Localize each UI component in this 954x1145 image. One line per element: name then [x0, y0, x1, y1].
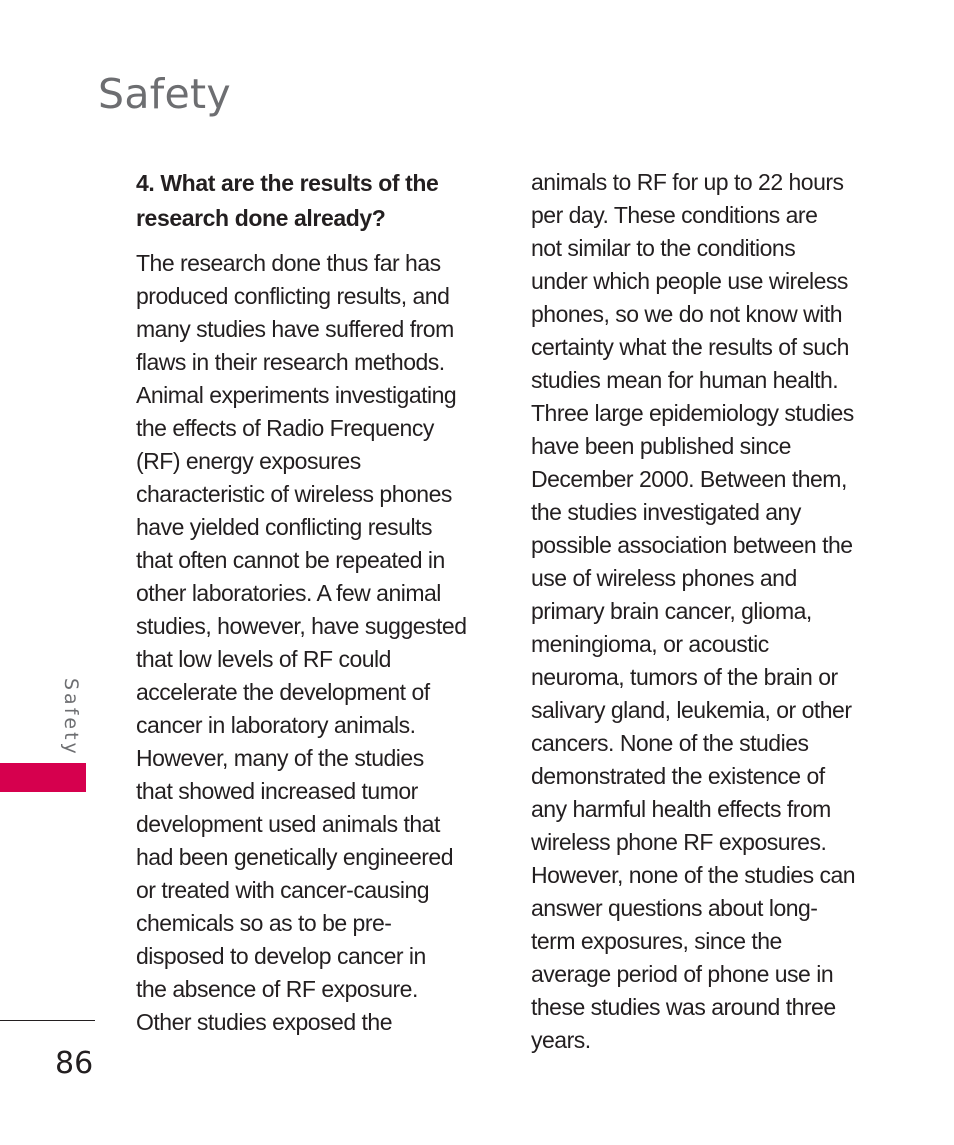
body-line: not similar to the conditions [531, 235, 796, 261]
side-tab-label: Safety [60, 678, 82, 757]
body-line: or treated with cancer-causing [136, 877, 430, 903]
body-line: disposed to develop cancer in [136, 943, 426, 969]
body-line: that often cannot be repeated in [136, 547, 445, 573]
body-line: studies, however, have suggested [136, 613, 467, 639]
body-line: other laboratories. A few animal [136, 580, 441, 606]
left-column [136, 166, 486, 1039]
body-line: However, many of the studies [136, 745, 424, 771]
body-line: phones, so we do not know with [531, 301, 843, 327]
body-line: average period of phone use in [531, 961, 834, 987]
page-number: 86 [55, 1046, 94, 1081]
body-line: primary brain cancer, glioma, [531, 598, 812, 624]
body-line: neuroma, tumors of the brain or [531, 664, 838, 690]
body-line: Three large epidemiology studies [531, 400, 854, 426]
body-line: use of wireless phones and [531, 565, 797, 591]
right-column [531, 166, 881, 1057]
body-line: any harmful health effects from [531, 796, 831, 822]
body-line: flaws in their research methods. [136, 349, 445, 375]
body-line: meningioma, or acoustic [531, 631, 769, 657]
body-line: cancers. None of the studies [531, 730, 809, 756]
body-line: answer questions about long- [531, 895, 818, 921]
body-line: that showed increased tumor [136, 778, 418, 804]
body-line: years. [531, 1027, 591, 1053]
body-line: term exposures, since the [531, 928, 782, 954]
body-line: cancer in laboratory animals. [136, 712, 416, 738]
page-title: Safety [98, 70, 231, 118]
body-line: have been published since [531, 433, 791, 459]
body-line: (RF) energy exposures [136, 448, 361, 474]
body-line: animals to RF for up to 22 hours [531, 169, 844, 195]
body-line: these studies was around three [531, 994, 836, 1020]
body-line: produced conflicting results, and [136, 283, 450, 309]
body-line: that low levels of RF could [136, 646, 391, 672]
heading-line: research done already? [136, 205, 386, 231]
heading-line: 4. What are the results of the [136, 170, 439, 196]
body-line: the effects of Radio Frequency [136, 415, 434, 441]
body-line: have yielded conflicting results [136, 514, 432, 540]
body-line: studies mean for human health. [531, 367, 839, 393]
footer-divider [0, 1020, 95, 1021]
body-line: Other studies exposed the [136, 1009, 392, 1035]
body-line: However, none of the studies can [531, 862, 856, 888]
body-line: salivary gland, leukemia, or other [531, 697, 852, 723]
body-line: had been genetically engineered [136, 844, 453, 870]
body-line: the studies investigated any [531, 499, 801, 525]
body-line: characteristic of wireless phones [136, 481, 452, 507]
left-body-text [136, 247, 486, 1039]
body-line: certainty what the results of such [531, 334, 849, 360]
side-tab-marker [0, 763, 86, 792]
body-line: possible association between the [531, 532, 853, 558]
body-line: demonstrated the existence of [531, 763, 825, 789]
body-line: accelerate the development of [136, 679, 430, 705]
body-line: Animal experiments investigating [136, 382, 457, 408]
body-line: the absence of RF exposure. [136, 976, 418, 1002]
body-line: per day. These conditions are [531, 202, 818, 228]
body-line: development used animals that [136, 811, 440, 837]
body-line: wireless phone RF exposures. [531, 829, 827, 855]
section-heading [136, 166, 486, 236]
body-line: December 2000. Between them, [531, 466, 847, 492]
body-line: many studies have suffered from [136, 316, 454, 342]
body-line: under which people use wireless [531, 268, 848, 294]
body-line: chemicals so as to be pre- [136, 910, 392, 936]
body-line: The research done thus far has [136, 250, 441, 276]
